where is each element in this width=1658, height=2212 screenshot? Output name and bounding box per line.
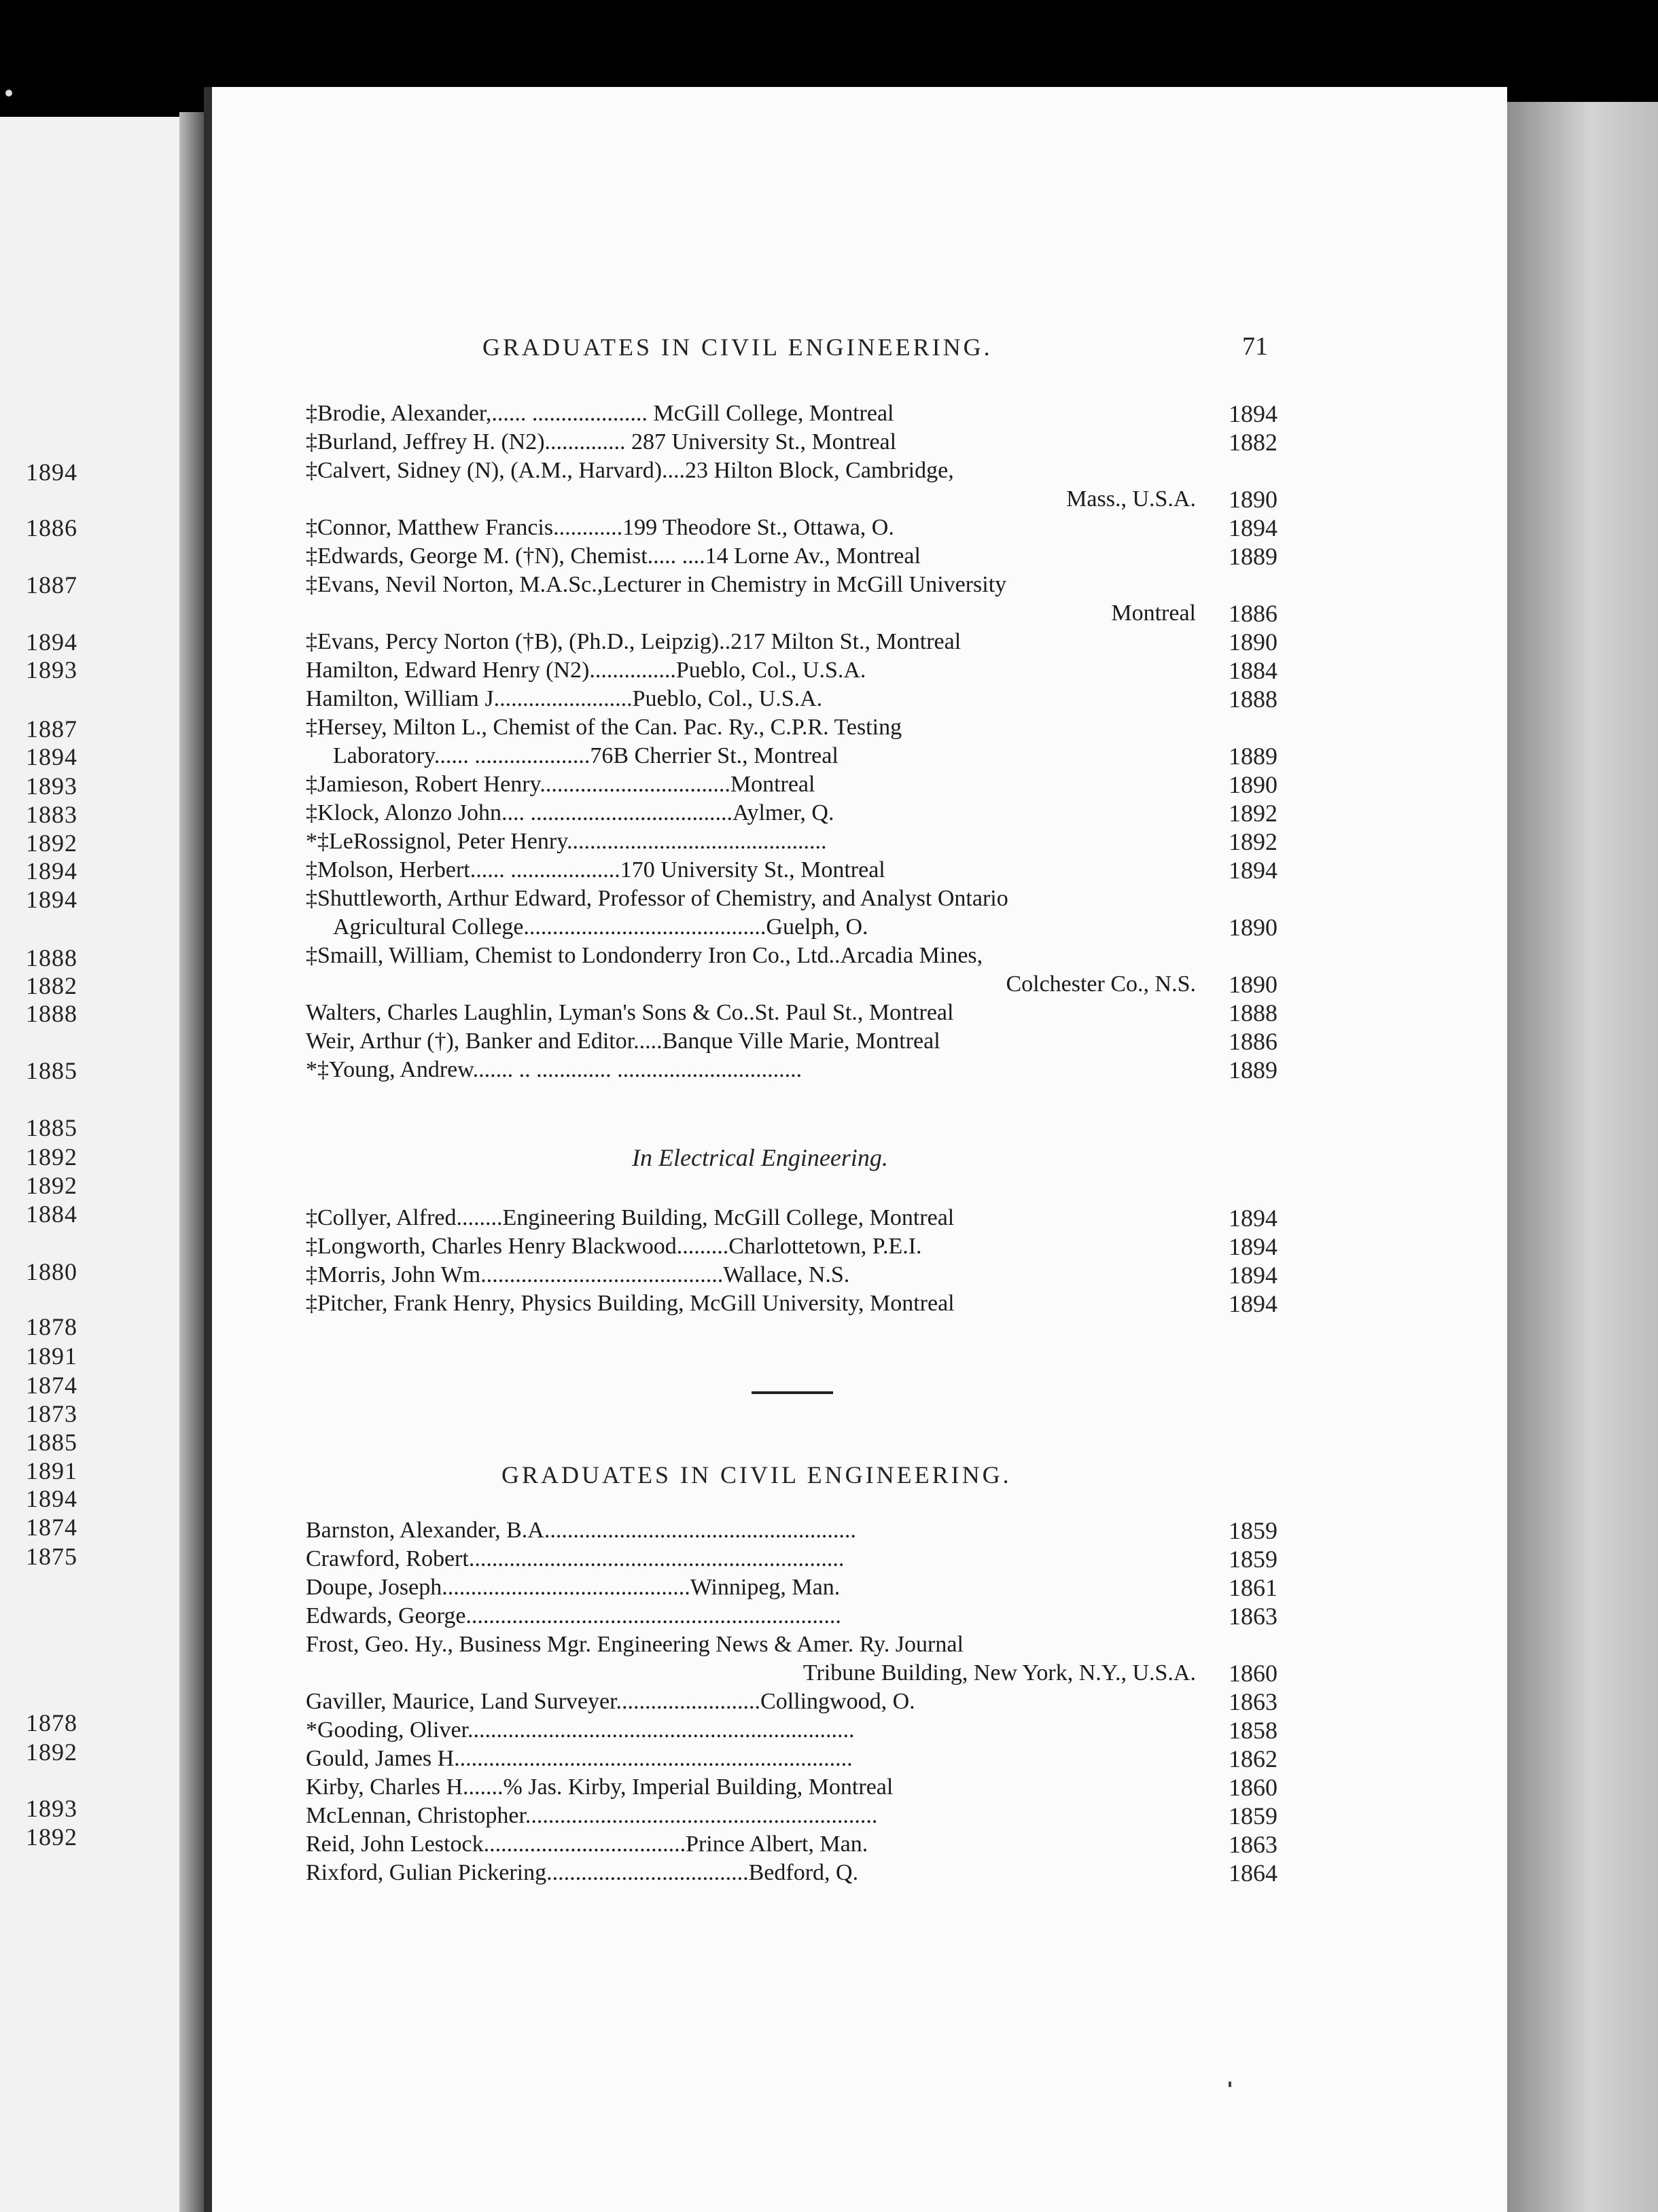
entry-text: *Gooding, Oliver................................................................... [306, 1717, 855, 1743]
entry-year: 1859 [1229, 1546, 1277, 1573]
entry-text: ‡Jamieson, Robert Henry.................................Montreal [306, 772, 815, 797]
margin-year: 1874 [26, 1372, 77, 1399]
margin-year: 1893 [26, 772, 77, 800]
entry-text: ‡Collyer, Alfred........Engineering Building, McGill College, Montreal [306, 1205, 955, 1230]
margin-year: 1882 [26, 972, 77, 999]
entry-year: 1894 [1229, 514, 1277, 541]
entry-year: 1862 [1229, 1745, 1277, 1772]
entry-text: Doupe, Joseph...........................................Winnipeg, Man. [306, 1575, 841, 1600]
entry-text: ‡Evans, Percy Norton (†B), (Ph.D., Leipzig)..217 Milton St., Montreal [306, 629, 962, 654]
scan-mark [1229, 2082, 1231, 2087]
section-heading: GRADUATES IN CIVIL ENGINEERING. [501, 1461, 1012, 1488]
margin-year: 1885 [26, 1429, 77, 1456]
entry-year: 1889 [1229, 743, 1277, 770]
entry-text: Colchester Co., N.S. [1006, 971, 1196, 997]
margin-year: 1887 [26, 715, 77, 743]
margin-year: 1888 [26, 944, 77, 971]
entry-year: 1892 [1229, 828, 1277, 855]
entry-text: Kirby, Charles H.......% Jas. Kirby, Imperial Building, Montreal [306, 1774, 894, 1800]
margin-year: 1894 [26, 857, 77, 885]
entry-year: 1894 [1229, 857, 1277, 884]
entry-text: ‡Shuttleworth, Arthur Edward, Professor of Chemistry, and Analyst Ontario [306, 886, 1008, 911]
entry-text: Weir, Arthur (†), Banker and Editor.....Banque Ville Marie, Montreal [306, 1029, 940, 1054]
margin-year: 1894 [26, 628, 77, 656]
entry-year: 1890 [1229, 771, 1277, 798]
entry-year: 1890 [1229, 914, 1277, 941]
margin-year: 1894 [26, 743, 77, 770]
entry-year: 1863 [1229, 1831, 1277, 1858]
entry-year: 1863 [1229, 1688, 1277, 1715]
margin-year: 1887 [26, 571, 77, 599]
entry-year: 1860 [1229, 1774, 1277, 1801]
margin-year: 1892 [26, 1172, 77, 1199]
entry-text: McLennan, Christopher............................................................. [306, 1803, 878, 1828]
entry-text: ‡Hersey, Milton L., Chemist of the Can. Pac. Ry., C.P.R. Testing [306, 715, 902, 740]
page-header: GRADUATES IN CIVIL ENGINEERING. [482, 334, 993, 361]
entry-text: ‡Morris, John Wm..........................................Wallace, N.S. [306, 1262, 850, 1287]
entry-year: 1884 [1229, 657, 1277, 684]
entry-text: Hamilton, Edward Henry (N2)...............Pueblo, Col., U.S.A. [306, 658, 866, 683]
entry-text: *‡Young, Andrew....... .. ............. ................................ [306, 1057, 802, 1082]
entry-year: 1894 [1229, 1233, 1277, 1260]
entry-text: Laboratory...... ....................76B Cherrier St., Montreal [333, 743, 839, 768]
entry-text: Agricultural College..........................................Guelph, O. [333, 914, 868, 940]
entry-year: 1859 [1229, 1802, 1277, 1830]
entry-text: *‡LeRossignol, Peter Henry............................................. [306, 829, 827, 854]
entry-year: 1886 [1229, 1028, 1277, 1055]
entry-text: Tribune Building, New York, N.Y., U.S.A. [802, 1660, 1196, 1685]
margin-year: 1884 [26, 1200, 77, 1228]
entry-text: Hamilton, William J........................Pueblo, Col., U.S.A. [306, 686, 823, 711]
page-gutter-shadow [179, 112, 207, 2212]
entry-text: Gaviller, Maurice, Land Surveyer.........................Collingwood, O. [306, 1689, 915, 1714]
entry-text: ‡Edwards, George M. (†N), Chemist..... ....14 Lorne Av., Montreal [306, 543, 921, 569]
entry-text: Edwards, George................................................................. [306, 1603, 841, 1628]
margin-year: 1891 [26, 1457, 77, 1484]
entry-text: ‡Molson, Herbert...... ...................170 University St., Montreal [306, 857, 885, 882]
entry-year: 1860 [1229, 1660, 1277, 1687]
entry-year: 1861 [1229, 1574, 1277, 1601]
entry-text: ‡Calvert, Sidney (N), (A.M., Harvard)....23 Hilton Block, Cambridge, [306, 458, 954, 483]
margin-year: 1886 [26, 514, 77, 541]
margin-year: 1875 [26, 1543, 77, 1570]
page-edge-stack [1507, 102, 1658, 2212]
margin-year: 1892 [26, 1738, 77, 1766]
margin-year: 1885 [26, 1114, 77, 1141]
entry-year: 1858 [1229, 1717, 1277, 1744]
margin-year: 1892 [26, 1143, 77, 1171]
entry-year: 1894 [1229, 1262, 1277, 1289]
entry-text: ‡Connor, Matthew Francis............199 Theodore St., Ottawa, O. [306, 515, 894, 540]
entry-year: 1894 [1229, 1205, 1277, 1232]
entry-text: Frost, Geo. Hy., Business Mgr. Engineering News & Amer. Ry. Journal [306, 1632, 964, 1657]
entry-text: ‡Brodie, Alexander,...... .................... McGill College, Montreal [306, 401, 894, 426]
entry-text: Mass., U.S.A. [1066, 486, 1196, 512]
entry-year: 1889 [1229, 1056, 1277, 1084]
entry-text: ‡Longworth, Charles Henry Blackwood.........Charlottetown, P.E.I. [306, 1234, 922, 1259]
scan-speck [5, 90, 12, 96]
entry-year: 1889 [1229, 543, 1277, 570]
entry-text: Reid, John Lestock...................................Prince Albert, Man. [306, 1832, 868, 1857]
entry-year: 1890 [1229, 486, 1277, 513]
entry-year: 1859 [1229, 1517, 1277, 1544]
entry-year: 1894 [1229, 400, 1277, 427]
entry-text: Walters, Charles Laughlin, Lyman's Sons & Co..St. Paul St., Montreal [306, 1000, 954, 1025]
margin-year: 1891 [26, 1342, 77, 1370]
margin-year: 1894 [26, 1485, 77, 1512]
entry-text: ‡Evans, Nevil Norton, M.A.Sc.,Lecturer in Chemistry in McGill University [306, 572, 1007, 597]
entry-text: ‡Burland, Jeffrey H. (N2).............. 287 University St., Montreal [306, 429, 897, 454]
margin-year: 1892 [26, 830, 77, 857]
entry-text: ‡Klock, Alonzo John.... ...................................Aylmer, Q. [306, 800, 834, 825]
entry-text: Gould, James H..................................................................... [306, 1746, 853, 1771]
margin-year: 1885 [26, 1057, 77, 1084]
entry-year: 1888 [1229, 999, 1277, 1027]
entry-year: 1892 [1229, 800, 1277, 827]
entry-year: 1882 [1229, 429, 1277, 456]
margin-year: 1878 [26, 1709, 77, 1736]
margin-year: 1893 [26, 656, 77, 683]
margin-year: 1894 [26, 886, 77, 913]
entry-text: Montreal [1111, 601, 1196, 626]
entry-text: ‡Smaill, William, Chemist to Londonderry Iron Co., Ltd..Arcadia Mines, [306, 943, 983, 968]
entry-year: 1863 [1229, 1603, 1277, 1630]
section-divider-rule [752, 1391, 833, 1394]
margin-year: 1888 [26, 1000, 77, 1027]
entry-year: 1890 [1229, 628, 1277, 656]
margin-year: 1892 [26, 1823, 77, 1851]
entry-text: ‡Pitcher, Frank Henry, Physics Building, McGill University, Montreal [306, 1291, 955, 1316]
margin-year: 1883 [26, 801, 77, 828]
entry-year: 1864 [1229, 1859, 1277, 1887]
entry-year: 1890 [1229, 971, 1277, 998]
margin-year: 1893 [26, 1795, 77, 1822]
entry-text: Crawford, Robert................................................................. [306, 1546, 845, 1571]
entry-year: 1886 [1229, 600, 1277, 627]
margin-year: 1873 [26, 1400, 77, 1427]
page-number: 71 [1242, 332, 1268, 361]
entry-year: 1888 [1229, 685, 1277, 713]
margin-year: 1880 [26, 1258, 77, 1285]
margin-year: 1878 [26, 1313, 77, 1340]
margin-year: 1894 [26, 459, 77, 486]
margin-year: 1874 [26, 1514, 77, 1541]
section-subheading: In Electrical Engineering. [632, 1144, 888, 1171]
entry-text: Rixford, Gulian Pickering...................................Bedford, Q. [306, 1860, 859, 1885]
entry-year: 1894 [1229, 1290, 1277, 1317]
entry-text: Barnston, Alexander, B.A...................................................... [306, 1518, 856, 1543]
